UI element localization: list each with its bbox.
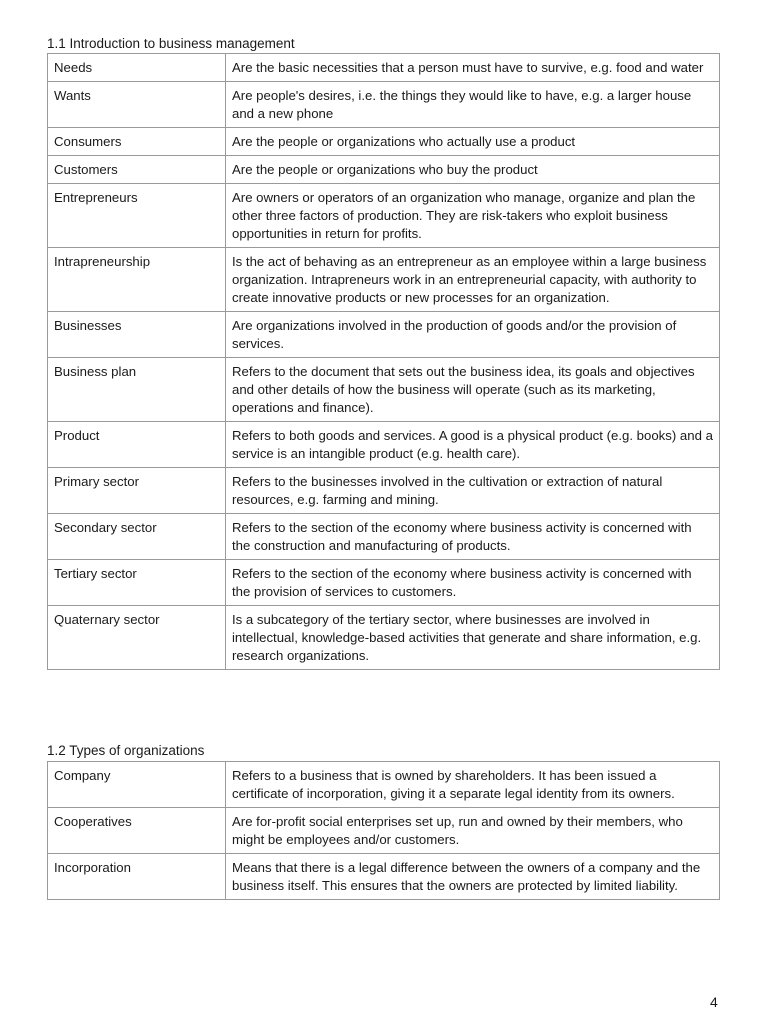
definition-cell: Are the people or organizations who buy the product	[226, 156, 720, 184]
table-row	[48, 156, 720, 184]
definition-cell: Refers to the section of the economy where business activity is concerned with the construction and manufacturing of products.	[226, 514, 720, 560]
section-title-intro: 1.1 Introduction to business management	[47, 36, 295, 51]
table-row	[48, 468, 720, 514]
term-cell: Tertiary sector	[48, 560, 226, 606]
table-row	[48, 762, 720, 808]
term-cell: Cooperatives	[48, 808, 226, 854]
term-cell: Customers	[48, 156, 226, 184]
term-cell: Secondary sector	[48, 514, 226, 560]
table-row	[48, 854, 720, 900]
definition-cell: Refers to the section of the economy where business activity is concerned with the provision of services to customers.	[226, 560, 720, 606]
glossary-table-organizations	[47, 761, 720, 900]
term-cell: Wants	[48, 82, 226, 128]
section-title-organizations: 1.2 Types of organizations	[47, 743, 205, 758]
definition-cell: Are owners or operators of an organization who manage, organize and plan the other three factors of production. They are risk-takers who exploit business opportunities in return for profits.	[226, 184, 720, 248]
term-cell: Businesses	[48, 312, 226, 358]
term-cell: Incorporation	[48, 854, 226, 900]
definition-cell: Refers to a business that is owned by shareholders. It has been issued a certificate of incorporation, giving it a separate legal identity from its owners.	[226, 762, 720, 808]
definition-cell: Are for-profit social enterprises set up, run and owned by their members, who might be employees and/or customers.	[226, 808, 720, 854]
table-row	[48, 808, 720, 854]
term-cell: Entrepreneurs	[48, 184, 226, 248]
table-row	[48, 358, 720, 422]
definition-cell: Refers to the document that sets out the business idea, its goals and objectives and other details of how the business will operate (such as its marketing, operations and finance).	[226, 358, 720, 422]
definition-cell: Are the people or organizations who actually use a product	[226, 128, 720, 156]
table-row	[48, 248, 720, 312]
term-cell: Consumers	[48, 128, 226, 156]
table-row	[48, 128, 720, 156]
table-row	[48, 82, 720, 128]
term-cell: Product	[48, 422, 226, 468]
table-row	[48, 422, 720, 468]
glossary-table-intro	[47, 53, 720, 670]
term-cell: Company	[48, 762, 226, 808]
table-row	[48, 606, 720, 670]
term-cell: Quaternary sector	[48, 606, 226, 670]
table-row	[48, 560, 720, 606]
page-number: 4	[710, 994, 718, 1010]
term-cell: Business plan	[48, 358, 226, 422]
definition-cell: Are people's desires, i.e. the things they would like to have, e.g. a larger house and a new phone	[226, 82, 720, 128]
term-cell: Needs	[48, 54, 226, 82]
definition-cell: Refers to the businesses involved in the cultivation or extraction of natural resources, e.g. farming and mining.	[226, 468, 720, 514]
definition-cell: Is a subcategory of the tertiary sector, where businesses are involved in intellectual, knowledge-based activities that generate and share information, e.g. research organizations.	[226, 606, 720, 670]
definition-cell: Refers to both goods and services. A good is a physical product (e.g. books) and a service is an intangible product (e.g. health care).	[226, 422, 720, 468]
table-row	[48, 54, 720, 82]
definition-cell: Means that there is a legal difference between the owners of a company and the business itself. This ensures that the owners are protected by limited liability.	[226, 854, 720, 900]
table-row	[48, 184, 720, 248]
definition-cell: Is the act of behaving as an entrepreneur as an employee within a large business organization. Intrapreneurs work in an entrepreneurial capacity, with authority to create innovative products or new processes for an organization.	[226, 248, 720, 312]
definition-cell: Are organizations involved in the production of goods and/or the provision of services.	[226, 312, 720, 358]
table-row	[48, 312, 720, 358]
term-cell: Primary sector	[48, 468, 226, 514]
definition-cell: Are the basic necessities that a person must have to survive, e.g. food and water	[226, 54, 720, 82]
table-row	[48, 514, 720, 560]
term-cell: Intrapreneurship	[48, 248, 226, 312]
